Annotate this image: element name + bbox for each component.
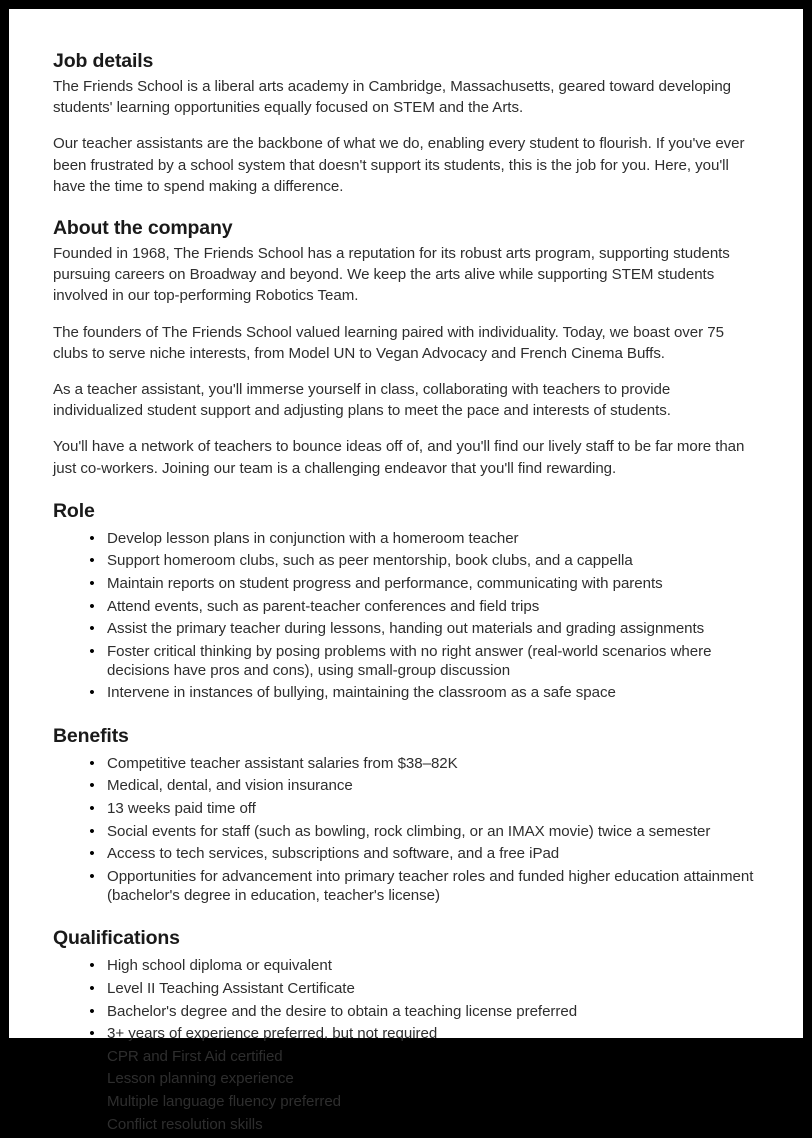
job-details-paragraph: The Friends School is a liberal arts academy in Cambridge, Massachusetts, geared toward developing students' learning opportunities equally focused on STEM and the Arts. [53, 77, 732, 117]
bullet-icon: • [89, 1025, 95, 1043]
list-item-text: Maintain reports on student progress and performance, communicating with parents [107, 574, 663, 592]
bullet-icon: • [89, 529, 95, 547]
list-item [53, 1116, 763, 1135]
list-item-text: Bachelor's degree and the desire to obtain a teaching license preferred [107, 1002, 578, 1020]
list-item-text: Intervene in instances of bullying, maintaining the classroom as a safe space [107, 684, 616, 702]
bullet-icon: • [89, 822, 95, 840]
list-item-text: Attend events, such as parent-teacher conferences and field trips [107, 597, 540, 615]
list-item [53, 1003, 763, 1022]
bullet-icon: • [89, 1002, 95, 1020]
list-item [53, 755, 763, 774]
about-paragraph: You'll have a network of teachers to bounce ideas off of, and you'll find our lively staff to be far more than just co-workers. Joining our team is a challenging endeavor that you'll find rewarding. [53, 438, 745, 477]
list-item [53, 643, 763, 680]
list-item [53, 957, 763, 976]
bullet-icon: • [89, 642, 95, 660]
list-item-text: 13 weeks paid time off [107, 800, 256, 818]
section-qualifications [53, 926, 763, 1134]
list-item-text: Medical, dental, and vision insurance [107, 777, 353, 795]
bullet-icon: • [89, 1047, 95, 1065]
bullet-icon: • [89, 597, 95, 615]
bullet-icon: • [89, 754, 95, 772]
bullet-icon: • [89, 800, 95, 818]
section-about-the-company [53, 216, 763, 479]
list-item [53, 598, 763, 617]
job-posting-page [9, 9, 803, 1133]
bullet-icon: • [89, 684, 95, 702]
list-item [53, 777, 763, 796]
list-item [53, 552, 763, 571]
role-list [53, 530, 763, 703]
list-item-text: Foster critical thinking by posing problems with no right answer (real-world scenarios where decisions have pros and cons), using small-group discussion [107, 642, 712, 679]
section-job-details [53, 49, 763, 197]
list-item [53, 800, 763, 819]
section-benefits [53, 724, 763, 905]
list-item-text: 3+ years of experience preferred, but not required [107, 1025, 438, 1043]
list-item-text: Support homeroom clubs, such as peer mentorship, book clubs, and a cappella [107, 552, 633, 570]
bullet-icon: • [89, 1093, 95, 1111]
about-paragraph: Founded in 1968, The Friends School has a reputation for its robust arts program, supporting students pursuing careers on Broadway and beyond. We keep the arts alive while supporting STEM students involved in our top-performing Robotics Team. [53, 244, 730, 305]
bullet-icon: • [89, 845, 95, 863]
list-item-text: Access to tech services, subscriptions and software, and a free iPad [107, 845, 560, 863]
list-item [53, 575, 763, 594]
list-item [53, 980, 763, 999]
list-item-text: Opportunities for advancement into primary teacher roles and funded higher education attainment (bachelor's degree in education, teacher's license) [107, 867, 754, 904]
list-item-text: Assist the primary teacher during lessons, handing out materials and grading assignments [107, 620, 705, 638]
list-item-text: High school diploma or equivalent [107, 957, 332, 975]
benefits-heading: Benefits [53, 724, 129, 747]
bullet-icon: • [89, 979, 95, 997]
job-details-heading: Job details [53, 50, 154, 72]
list-item-text: Competitive teacher assistant salaries from $38–82K [107, 754, 458, 772]
list-item [53, 1048, 763, 1067]
list-item-text: CPR and First Aid certified [107, 1047, 283, 1065]
about-paragraph: The founders of The Friends School valued learning paired with individuality. Today, we boast over 75 clubs to serve niche interests, from Model UN to Vegan Advocacy and French Cinema Buffs. [53, 323, 724, 362]
role-heading: Role [53, 499, 95, 522]
list-item [53, 1070, 763, 1089]
qualifications-heading: Qualifications [53, 927, 180, 950]
list-item [53, 868, 763, 905]
section-role [53, 499, 763, 703]
bullet-icon: • [89, 957, 95, 975]
list-item-text: Develop lesson plans in conjunction with a homeroom teacher [107, 529, 519, 547]
bullet-icon: • [89, 552, 95, 570]
list-item-text: Multiple language fluency preferred [107, 1093, 342, 1111]
list-item [53, 845, 763, 864]
list-item [53, 620, 763, 639]
list-item-text: Social events for staff (such as bowling, rock climbing, or an IMAX movie) twice a semester [107, 822, 711, 840]
list-item-text: Lesson planning experience [107, 1070, 294, 1088]
benefits-list [53, 755, 763, 905]
bullet-icon: • [89, 867, 95, 885]
about-the-company-heading: About the company [53, 216, 233, 239]
bullet-icon: • [89, 1115, 95, 1133]
list-item [53, 684, 763, 703]
bullet-icon: • [89, 777, 95, 795]
bullet-icon: • [89, 620, 95, 638]
list-item [53, 1025, 763, 1044]
qualifications-list [53, 957, 763, 1134]
job-posting-content [53, 49, 763, 1138]
list-item [53, 1093, 763, 1112]
bullet-icon: • [89, 1070, 95, 1088]
list-item [53, 530, 763, 549]
list-item-text: Level II Teaching Assistant Certificate [107, 979, 355, 997]
bullet-icon: • [89, 574, 95, 592]
about-paragraph: As a teacher assistant, you'll immerse yourself in class, collaborating with teachers to provide individualized student support and adjusting plans to meet the pace and interests of students. [53, 380, 671, 420]
list-item [53, 823, 763, 842]
job-details-paragraph: Our teacher assistants are the backbone of what we do, enabling every student to flourish. If you've ever been frustrated by a school system that doesn't support its students, this is the job for you. Here, you'll have the time to spend making a difference. [53, 135, 745, 195]
list-item-text: Conflict resolution skills [107, 1115, 263, 1133]
